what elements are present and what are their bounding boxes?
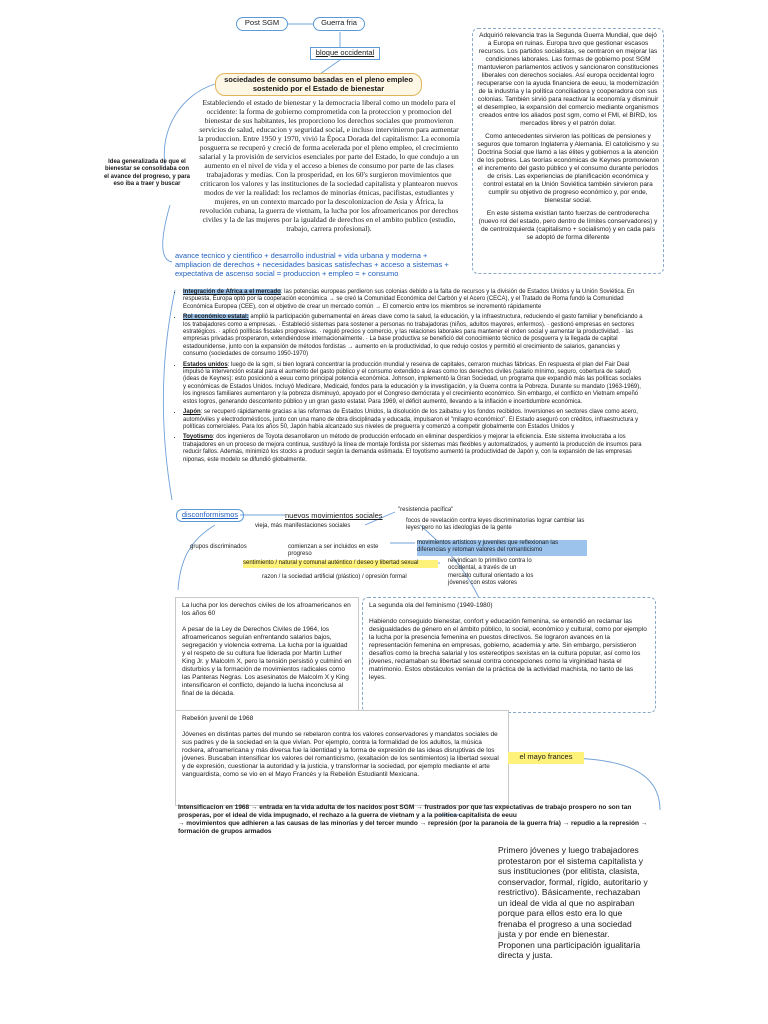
- grupos-text: grupos discriminados: [190, 544, 247, 550]
- mayo-frances-node: [508, 752, 584, 764]
- movimientos-artisticos-node: [417, 540, 587, 556]
- bullet-africa-head: Integración de Africa a el mercado: [183, 289, 281, 295]
- formula-text: [175, 251, 465, 279]
- movimientos-artisticos-text: movimientos artísticos y juveniles que reflexionan las diferencias y retoman valores del romanticismo: [417, 540, 559, 554]
- bullet-block: [175, 289, 645, 497]
- razon-text: razon / la sociedad artificial (plástico) / opresión formal: [262, 574, 407, 580]
- bullet-japon-text: : se recuperó rápidamente gracias a las reformas de Estados Unidos, la disolución de los zaibatsu y los fondos recibidos. Inversiones en sectores clave como acero, automóviles y electrodomésticos, junto con una mano de obra disciplinada y educada, impulsaron el "milagro económico". El Estado aseguró con créditos, infraestructura y políticas comerciales. Para los años 50, Japón había alcanzado sus niveles de preguerra y comenzó a competir globalmente con Estados Unidos y: [183, 409, 639, 430]
- manifestaciones-text: vieja, más manifestaciones sociales: [255, 523, 351, 529]
- sociedades-consumo-label: sociedades de consumo basadas en el pleno empleo sostenido por el Estado de bienestar: [224, 75, 413, 93]
- guerra-fria-label: Guerra fria: [321, 18, 357, 27]
- right-box-para-1: Adquirió relevancia tras la Segunda Guerra Mundial, que dejó a Europa en ruinas. Europa tuvo que gestionar escasos recursos. Los partidos socialistas, se centraron en mejorar las condiciones laborales. Las formas de gobierno post SGM mantuvieron parlamentos activos y sancionaron constituciones liberales con derechos sociales. Así europa occidental logro recuperarse con la ayuda financiera de eeuu, la modernización de la industria y la política conciliadora y cooperadora con sus colonias. También sirvió para reactivar la economía y disminuir el desempleo, la expansión del comercio mediante organismos creados entre los aliados post sgm, como el FMI, el BIRD, los mercados libres y el patrón dolar.: [477, 32, 659, 127]
- nuevos-movimientos-node: [285, 511, 395, 521]
- guerra-fria-node: [313, 17, 365, 31]
- sentimiento-node: [243, 560, 438, 568]
- bullet-rol-head: Rol económico estatal:: [183, 314, 249, 321]
- center-paragraph: [198, 98, 460, 246]
- feminismo-body: Habiendo conseguido bienestar, confort y educación femenina, se entendió en reclamar las desigualdades de género en el ámbito público, lo social, económico y cultural, como por ejemplo la lucha por la presencia femenina en puestos directivos. Se lograron avances en la representación femenina en empresas, gobierno, academia y arte. Sin embargo, persistieron desafíos como la brecha salarial y los estereotipos sexistas en la cultura popular, así como los jóvenes, reclamaban su libertad sexual contra concepciones como la virginidad hasta el matrimonio. Estos obstáculos venían de la práctica de la actividad machista, no tanto de las leyes.: [369, 618, 647, 681]
- center-paragraph-text: Estableciendo el estado de bienestar y la democracia liberal como un modelo para el occidente: la forma de gobierno comprometida con la proteccion y promocion del bienestar de sus habitantes, les proporciono los derechos sociales que promovieron servicios de salud, educacion y seguridad social, e incluso intervinieron para aumentar la produccion. Entre 1950 y 1970, vivió la Época Dorada del capitalismo: La economía posguerra se recuperó y creció de forma acelerada por el pleno empleo, el crecimiento salarial y la provisión de servicios esenciales por parte del Estado, lo que condujo a un aumento en el nivel de vida y el acceso a bienes de consumo por parte de las clases trabajadoras y medias. Con la prosperidad, en los 60's surgieron movimientos que criticaron los valores y las instituciones de la sociedad capitalista y plantearon nuevos modos de ver la realidad: los reclamos de minorías étnicas, pacifistas, estudiantes y mujeres, en un contexto marcado por la descolonizacion de Asia y África, la revolución cubana, la guerra de vietnam, la lucha por los afroamericanos por derechos civiles y la de las mujeres por la igualdad de derechos en el ambito publico (estudio, trabajo, carrera profesional).: [198, 98, 460, 233]
- resistencia-detail-text: focos de revelación contra leyes discriminatorias lograr cambiar las leyes pero no las ideologías de la gente: [406, 518, 585, 532]
- bullet-rol-estatal: [183, 314, 645, 358]
- intensificacion-text: Intensificacion en 1968 → entrada en la vida adulta de los nacidos post SGM → frustrados por que las expectativas de trabajo prospero no son tan prosperas, por el ideal de vida impugnado, el rechazo a la guerra de vietnam y a la politica capitalista de eeuu: [178, 804, 632, 819]
- feminismo-title: La segunda ola del feminismo (1949-1980): [369, 602, 493, 609]
- bullet-japon: [183, 409, 645, 431]
- intensificacion-line: [178, 804, 648, 840]
- right-context-box: [472, 28, 664, 274]
- bullet-toyotismo: [183, 434, 645, 464]
- afroamericanos-title: La lucha por los derechos civiles de los afroamericanos en los años 60: [182, 602, 351, 617]
- afroamericanos-body: A pesar de la Ley de Derechos Civiles de 1964, los afroamericanos seguían enfrentando salarios bajos, segregación y violencia extrema. La lucha por la igualdad y el respeto de su cultura fue liderada por Martin Luther King Jr. y Malcolm X, pero la tensión persistió y culminó en disturbios y la formación de movimientos radicales como las Panteras Negras. Los asesinatos de Malcolm X y King intensificaron el conflicto, dejando la lucha inconclusa al final de la década.: [182, 626, 352, 697]
- rebelion-title: Rebelión juvenil de 1968: [182, 715, 254, 722]
- grupos-node: [190, 544, 260, 552]
- rebelion-juvenil-box: [175, 710, 509, 806]
- bullet-eeuu: [183, 362, 645, 406]
- feminismo-box: [362, 597, 656, 713]
- post-sgm-label: Post SGM: [244, 18, 280, 27]
- right-box-para-3: En este sistema existían tanto fuerzas de centroderecha (nuevo rol del estado, pero dentro de límites conservadores) y de centroizquierda (capitalismo + socialismo) y en cada país se adoptó de forma diferente: [478, 210, 658, 241]
- mayo-frances-label: el mayo frances: [519, 752, 573, 761]
- mayo-frances-desc-text: Primero jóvenes y luego trabajadores protestaron por el sistema capitalista y sus instituciones (por elitista, clasista, conservador, formal, rígido, autoritario y restrictivo). Básicamente, rechazaban un ideal de vida al que no aspiraban porque para ellos esto era lo que frenaba el progreso a una sociedad justa y por ende en bienestar. Proponen una participación igualitaria directa y justa.: [498, 845, 648, 960]
- resistencia-detail: [406, 518, 586, 534]
- bullet-africa: [183, 289, 645, 311]
- comienzan-node: [288, 544, 398, 558]
- formula-label: avance tecnico y cientifico + desarrollo industrial + vida urbana y moderna + ampliacion de derechos + necesidades basicas satisfechas + acceso a sistemas + expectativa de ascenso social = produccion + empleo = + consumo: [175, 251, 449, 278]
- sociedades-consumo-node: [215, 73, 422, 96]
- rebelion-body: Jóvenes en distintas partes del mundo se rebelaron contra los valores conservadores y mandatos sociales de sus padres y de la sociedad en la que vivían. Por ejemplo, contra la formalidad de los adultos, la música rockera, afroamericana y más diversa fue la identidad y la forma de expresión de las ideas disruptivas de los jóvenes. Buscaban intensificar los valores del romanticismo, (exaltación de los sentimientos) la libertad sexual y de expresión, cuestionar la autoridad y la justicia, y transformar la sociedad, por ejemplo mediante el arte vanguardista, como se vio en el Mayo Francés y la Rebelión Estudiantil Mexicana.: [182, 731, 499, 778]
- bullet-toyotismo-head: Toyotismo: [183, 434, 213, 441]
- bloque-occidental-label: bloque occidental: [315, 48, 375, 57]
- manifestaciones-note: [255, 523, 365, 531]
- movimientos-represion-text: → movimientos que adhieren a las causas de las minorías y del tercer mundo → represión (por la paranoia de la guerra fría) → repudio a la represión → formación de grupos armados: [178, 820, 648, 835]
- afroamericanos-box: [175, 597, 359, 713]
- mayo-frances-desc: [498, 845, 648, 960]
- bullet-rol-text: amplió la participación gubernamental en áreas clave como la salud, la educación, y la infraestructura, reduciendo el gasto familiar y beneficiando a los trabajadores como a empresas. · Estableció sistemas para sostener a personas no trabajadoras (niños, adultos mayores, enfermos). · gestionó empresas en sectores estratégicos. · aplicó políticas fiscales progresivas. · reguló precios y comercio, y las relaciones laborales para mantener el orden social y aumentar la productividad. · las empresas privadas prosperaron, extendiéndose internacionalmente. · La base productiva se benefició del conocimiento técnico de posguerra y la llegada de capital estadounidense, junto con la expansión de métodos fordistas → aumento en la productividad, lo que redujo costos y permitió el crecimiento de salarios, ganancias y consumo (sociedades de consumo 1950-1970): [183, 314, 643, 358]
- reivindican-node: [448, 558, 538, 590]
- left-note-text: Idea generalizada de que el bienestar se consolidaba con el avance del progreso, y para eso iba a traer y buscar: [103, 159, 191, 188]
- post-sgm-node: [236, 17, 288, 31]
- bullet-africa-text: : las potencias europeas perdieron sus colonias debido a la falta de recursos y la división de Estados Unidos y la Unión Soviética. En respuesta, Europa optó por la cooperación económica → se creó la Comunidad Económica del Carbón y el Acero (CECA), y el Tratado de Roma fundó la Comunidad Económica Europea (CEE), con el objetivo de crear un mercado común → El comercio entre los miembros se incrementó rápidamente: [183, 289, 635, 310]
- nuevos-movimientos-label: nuevos movimientos sociales: [285, 511, 383, 520]
- resistencia-note: [398, 507, 458, 515]
- razon-node: [262, 574, 437, 582]
- comienzan-text: comienzan a ser incluidos en este progreso: [288, 544, 379, 558]
- bloque-occidental-node: [310, 47, 380, 60]
- bullet-eeuu-text: : luego de la sgm, si bien logrará concentrar la producción mundial y reserva de capitales, cerraron muchas fábricas. En respuesta el plan del Fair Deal impulsó la intervención estatal para el aumento del gasto público y el consumo extendido a áreas como los derechos civiles (salario mínimo, seguro, cobertura de salud) (ideas de Keynes): esto posicionó a eeuu como principal potencia económica. Johnson, implementó la Gran Sociedad, un programa que expandió más las políticas sociales y económicas de Estados Unidos. Incluyó Medicare, Medicaid, fondos para la educación y la investigación, y la Guerra contra la Pobreza. Durante su mandato (1963-1969), los ingresos familiares aumentaron y la pobreza disminuyó, apoyado por el Congreso demócrata y el crecimiento económico. Sin embargo, el conflicto en Vietnam empeñó estos logros, generando descontento público y un gran gasto estatal. Para 1969, el déficit aumentó, llevando a la inflación e incertidumbre económica.: [183, 361, 642, 405]
- disconformismos-label: disconformismos: [181, 510, 239, 519]
- reivindican-text: reivindican lo primitivo contra lo occidental, a través de un mercado cultural orientado a los jóvenes con estos valores: [448, 558, 534, 587]
- sentimiento-text: sentimiento / natural y comunal auténtico / deseo y libertad sexual: [243, 560, 419, 566]
- bullet-toyotismo-text: : dos ingenieros de Toyota desarrollaron un método de producción enfocado en eliminar desperdicios y mejorar la eficiencia. Este sistema involucraba a los trabajadores en un proceso de mejora continua, sustituyó la línea de montaje fordista por sistemas más flexibles y automatizados, y aumentó la producción de insumos para reducir fallos. Además, minimizó los stocks a producir según la demanda estimada. El toyotismo aumentó la productividad de Japón y, con la expansión de las empresas niponas, este modelo se difundió globalmente.: [183, 434, 642, 463]
- resistencia-text: "resistencia pacífica": [398, 507, 454, 513]
- bullet-japon-head: Japón: [183, 409, 201, 416]
- left-note: [103, 159, 191, 187]
- right-box-para-2: Como antecedentes sirvieron las políticas de pensiones y seguros que tomaron Inglaterra y Alemania. El catolicismo y su Doctrina Social que llamó a las élites y gobiernos a la atención de los pobres. Las teorías económicas de Keynes promovieron el incremento del gasto público y el consumo durante períodos de crisis. Las experiencias de planificación económica y control estatal en la Unión Soviética también sirvieron para cumplir su objetivo de progreso económico y, por ende, bienestar social.: [477, 133, 659, 204]
- disconformismos-node: [176, 509, 244, 522]
- bullet-eeuu-head: Estados unidos: [183, 361, 228, 368]
